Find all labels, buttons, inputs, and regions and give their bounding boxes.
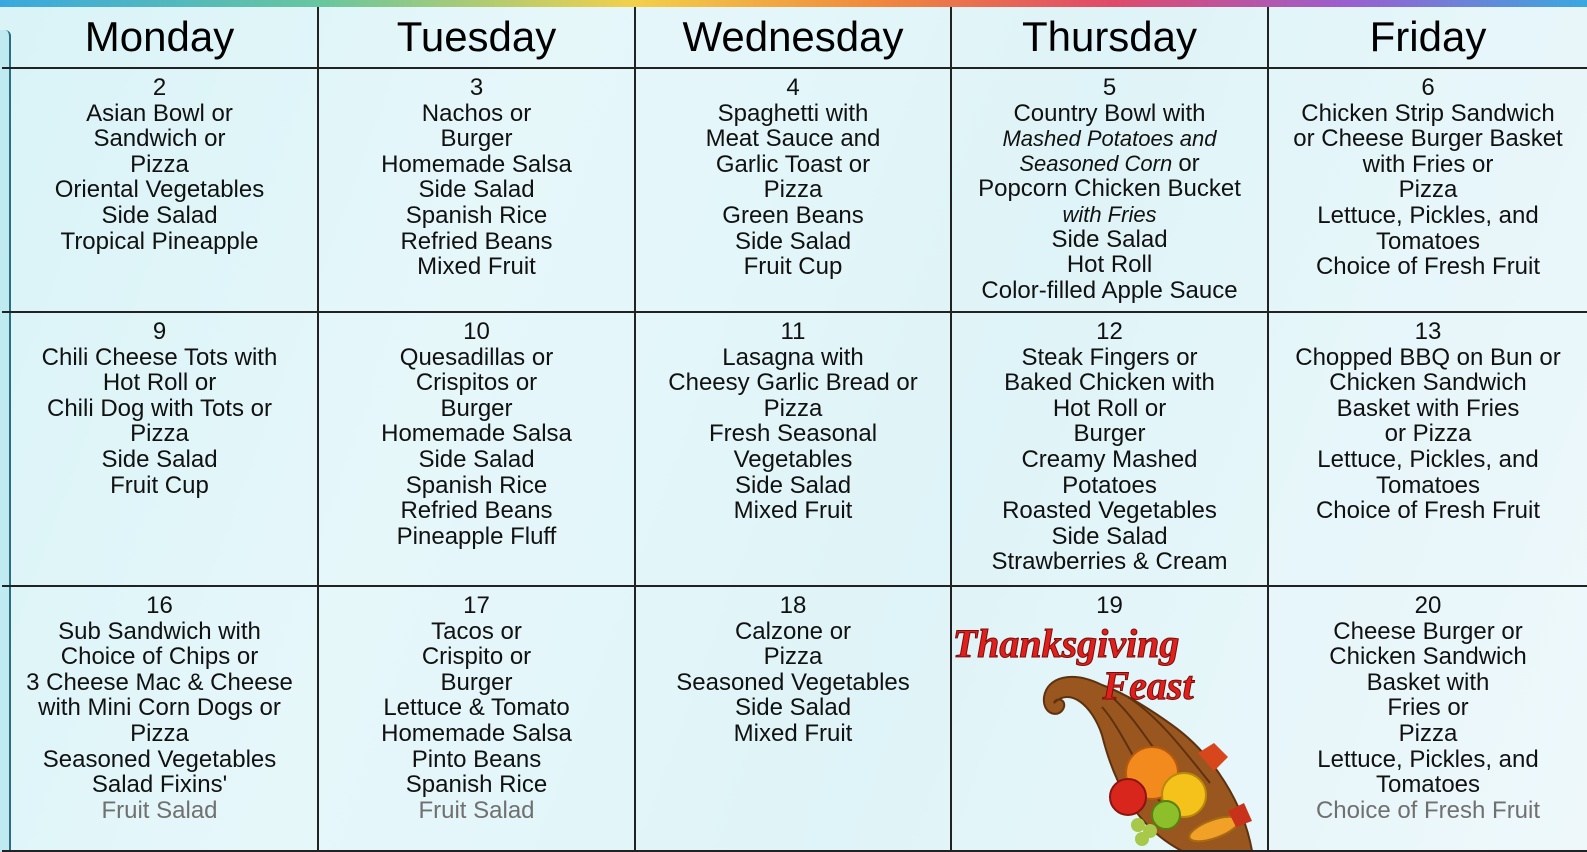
- date-number: 16: [146, 592, 173, 619]
- menu-item: Refried Beans: [400, 227, 553, 255]
- menu-item: Spanish Rice: [405, 201, 548, 229]
- menu-item: Side Salad: [101, 445, 218, 473]
- menu-item: Side Salad: [101, 201, 218, 229]
- menu-item: Lettuce, Pickles, and: [1317, 445, 1539, 473]
- menu-item: Lettuce, Pickles, and: [1317, 201, 1539, 229]
- menu-item: Homemade Salsa: [381, 420, 572, 448]
- menu-item: Vegetables: [733, 445, 853, 473]
- menu-item: Pizza: [763, 176, 823, 204]
- menu-item: Hot Roll or: [1052, 394, 1167, 422]
- day-cell-thu-5: [952, 69, 1269, 313]
- grape: [1135, 832, 1149, 846]
- menu-item-italic: Seasoned Corn: [1019, 151, 1173, 177]
- menu-item: Chicken Strip Sandwich: [1301, 99, 1555, 127]
- menu-item: Potatoes: [1062, 471, 1157, 499]
- day-cell-fri-6: [1269, 69, 1587, 313]
- day-cell-tue-17: [319, 587, 636, 852]
- date-number: 5: [1102, 74, 1117, 101]
- green-pear: [1152, 801, 1180, 829]
- top-decorative-strip: [0, 0, 1587, 7]
- menu-item: Refried Beans: [400, 497, 553, 525]
- menu-item: Hot Roll: [1066, 251, 1153, 279]
- menu-item: Seasoned Vegetables: [42, 745, 277, 773]
- menu-item: Burger: [440, 668, 513, 696]
- menu-item: Spanish Rice: [405, 771, 548, 799]
- menu-item: Homemade Salsa: [381, 719, 572, 747]
- menu-item-italic-with-or: [952, 151, 1267, 176]
- menu-item: Chopped BBQ on Bun or: [1295, 343, 1561, 371]
- menu-item: Pizza: [1398, 176, 1458, 204]
- menu-item: Pizza: [130, 719, 189, 747]
- menu-item: 3 Cheese Mac & Cheese: [26, 668, 293, 696]
- day-cell-fri-20: [1269, 587, 1587, 852]
- menu-item: Pizza: [130, 150, 189, 178]
- day-cell-wed-18: [636, 587, 952, 852]
- day-cell-wed-4: [636, 69, 952, 313]
- header-wednesday: Wednesday: [636, 7, 952, 69]
- menu-item: Fruit Salad: [101, 796, 218, 824]
- menu-item: Tropical Pineapple: [60, 227, 259, 255]
- red-apple: [1110, 779, 1146, 815]
- menu-item: Fries or: [1387, 694, 1469, 722]
- menu-item: Side Salad: [734, 694, 852, 722]
- lunch-menu-calendar: [2, 7, 1587, 852]
- menu-item: or Cheese Burger Basket: [1293, 125, 1563, 153]
- feast-title-line2: Feast: [1102, 663, 1194, 708]
- menu-item: Pineapple Fluff: [396, 522, 557, 550]
- date-number: 9: [152, 318, 167, 345]
- date-number: 11: [780, 318, 806, 345]
- menu-item: Green Beans: [722, 201, 864, 229]
- menu-item: Roasted Vegetables: [1002, 497, 1217, 525]
- menu-item: Lettuce, Pickles, and: [1317, 745, 1539, 773]
- menu-item: Choice of Fresh Fruit: [1315, 497, 1541, 525]
- menu-item: Seasoned Vegetables: [676, 668, 910, 696]
- menu-item: Popcorn Chicken Bucket: [978, 175, 1241, 203]
- date-number: 18: [779, 592, 807, 619]
- date-number: 4: [786, 74, 800, 101]
- menu-item: Salad Fixins': [91, 771, 228, 799]
- menu-item: Country Bowl with: [1013, 99, 1206, 127]
- menu-item: Fresh Seasonal: [708, 420, 878, 448]
- menu-item: Garlic Toast or: [715, 150, 871, 178]
- menu-item: Burger: [1073, 420, 1146, 448]
- menu-item: Choice of Fresh Fruit: [1315, 796, 1541, 824]
- menu-item: Chili Dog with Tots or: [47, 394, 272, 422]
- day-cell-mon-2: [2, 69, 319, 313]
- menu-item: Tomatoes: [1375, 771, 1481, 799]
- menu-item: Cheesy Garlic Bread or: [668, 369, 918, 397]
- date-number: 3: [469, 74, 484, 101]
- menu-item: Sub Sandwich with: [58, 617, 261, 645]
- menu-item: Pizza: [763, 394, 823, 422]
- menu-item: Basket with Fries: [1336, 394, 1520, 422]
- menu-item: Sandwich or: [93, 125, 226, 153]
- menu-item: Chicken Sandwich: [1329, 643, 1527, 671]
- grape: [1131, 818, 1145, 832]
- menu-item: Chili Cheese Tots with: [41, 343, 278, 371]
- menu-item-italic: with Fries: [1062, 201, 1157, 227]
- menu-item: with Mini Corn Dogs or: [38, 694, 281, 722]
- menu-item: Pizza: [130, 420, 189, 448]
- menu-item: Creamy Mashed: [1021, 445, 1198, 473]
- menu-item: Side Salad: [1051, 522, 1168, 550]
- day-cell-thu-19: [952, 587, 1269, 852]
- header-tuesday: Tuesday: [319, 7, 636, 69]
- date-number: 10: [463, 318, 490, 345]
- menu-item: Homemade Salsa: [381, 150, 572, 178]
- menu-item: Hot Roll or: [102, 369, 217, 397]
- menu-item: Nachos or: [421, 99, 532, 127]
- day-cell-mon-9: [2, 313, 319, 587]
- menu-item: Spaghetti with: [717, 99, 869, 127]
- header-friday: Friday: [1269, 7, 1587, 69]
- menu-item: Choice of Chips or: [60, 643, 259, 671]
- menu-item: Tomatoes: [1375, 471, 1481, 499]
- menu-item: Fruit Cup: [110, 471, 209, 499]
- menu-item: Burger: [440, 394, 513, 422]
- day-cell-thu-12: [952, 313, 1269, 587]
- menu-item: or Pizza: [1384, 420, 1472, 448]
- menu-item-or: or: [1178, 150, 1200, 178]
- date-number: 17: [463, 592, 490, 619]
- date-number: 20: [1414, 592, 1442, 619]
- menu-item: Crispito or: [421, 643, 532, 671]
- menu-item: Baked Chicken with: [1004, 369, 1215, 397]
- menu-item: Asian Bowl or: [86, 99, 233, 127]
- menu-item: Calzone or: [734, 617, 852, 645]
- menu-item: Mixed Fruit: [417, 253, 536, 281]
- menu-item: Lasagna with: [722, 343, 864, 371]
- menu-item: Steak Fingers or: [1021, 343, 1198, 371]
- menu-item: Choice of Fresh Fruit: [1315, 253, 1541, 281]
- day-cell-tue-3: [319, 69, 636, 313]
- menu-item: Side Salad: [418, 176, 535, 204]
- menu-item: Chicken Sandwich: [1329, 369, 1527, 397]
- menu-item: Tacos or: [431, 617, 522, 645]
- menu-item: Side Salad: [418, 445, 535, 473]
- menu-item: Side Salad: [734, 471, 852, 499]
- date-number: 13: [1414, 318, 1442, 345]
- menu-item: Meat Sauce and: [705, 125, 881, 153]
- menu-item: Pinto Beans: [411, 745, 542, 773]
- menu-item: Mixed Fruit: [733, 719, 853, 747]
- menu-item: Tomatoes: [1375, 227, 1481, 255]
- date-number: 6: [1421, 74, 1435, 101]
- header-thursday: Thursday: [952, 7, 1269, 69]
- date-number: 2: [152, 74, 167, 101]
- menu-item: Color-filled Apple Sauce: [981, 276, 1238, 304]
- header-monday: Monday: [2, 7, 319, 69]
- day-cell-fri-13: [1269, 313, 1587, 587]
- date-number: 19: [1096, 592, 1123, 619]
- date-number: 12: [1096, 318, 1123, 345]
- menu-item: Quesadillas or: [399, 343, 554, 371]
- menu-item: Fruit Cup: [743, 253, 843, 281]
- menu-item: Basket with: [1366, 668, 1490, 696]
- thanksgiving-feast-illustration: [952, 615, 1268, 852]
- menu-item: Strawberries & Cream: [991, 548, 1228, 576]
- menu-item: Fruit Salad: [418, 796, 535, 824]
- day-cell-mon-16: [2, 587, 319, 852]
- menu-item: Pizza: [763, 643, 823, 671]
- day-cell-wed-11: [636, 313, 952, 587]
- menu-item: Burger: [440, 125, 513, 153]
- menu-item: Lettuce & Tomato: [383, 694, 570, 722]
- menu-item: Side Salad: [1051, 225, 1168, 253]
- menu-item: Spanish Rice: [405, 471, 548, 499]
- menu-item-italic: Mashed Potatoes and: [1002, 126, 1217, 152]
- menu-item: Side Salad: [734, 227, 852, 255]
- menu-item: Pizza: [1398, 719, 1458, 747]
- menu-item: with Fries or: [1362, 150, 1494, 178]
- menu-item: Mixed Fruit: [733, 497, 853, 525]
- menu-item: Crispitos or: [415, 369, 538, 397]
- menu-item: Cheese Burger or: [1333, 617, 1523, 645]
- day-cell-tue-10: [319, 313, 636, 587]
- feast-title-line1: Thanksgiving: [952, 621, 1180, 666]
- menu-item: Oriental Vegetables: [54, 176, 265, 204]
